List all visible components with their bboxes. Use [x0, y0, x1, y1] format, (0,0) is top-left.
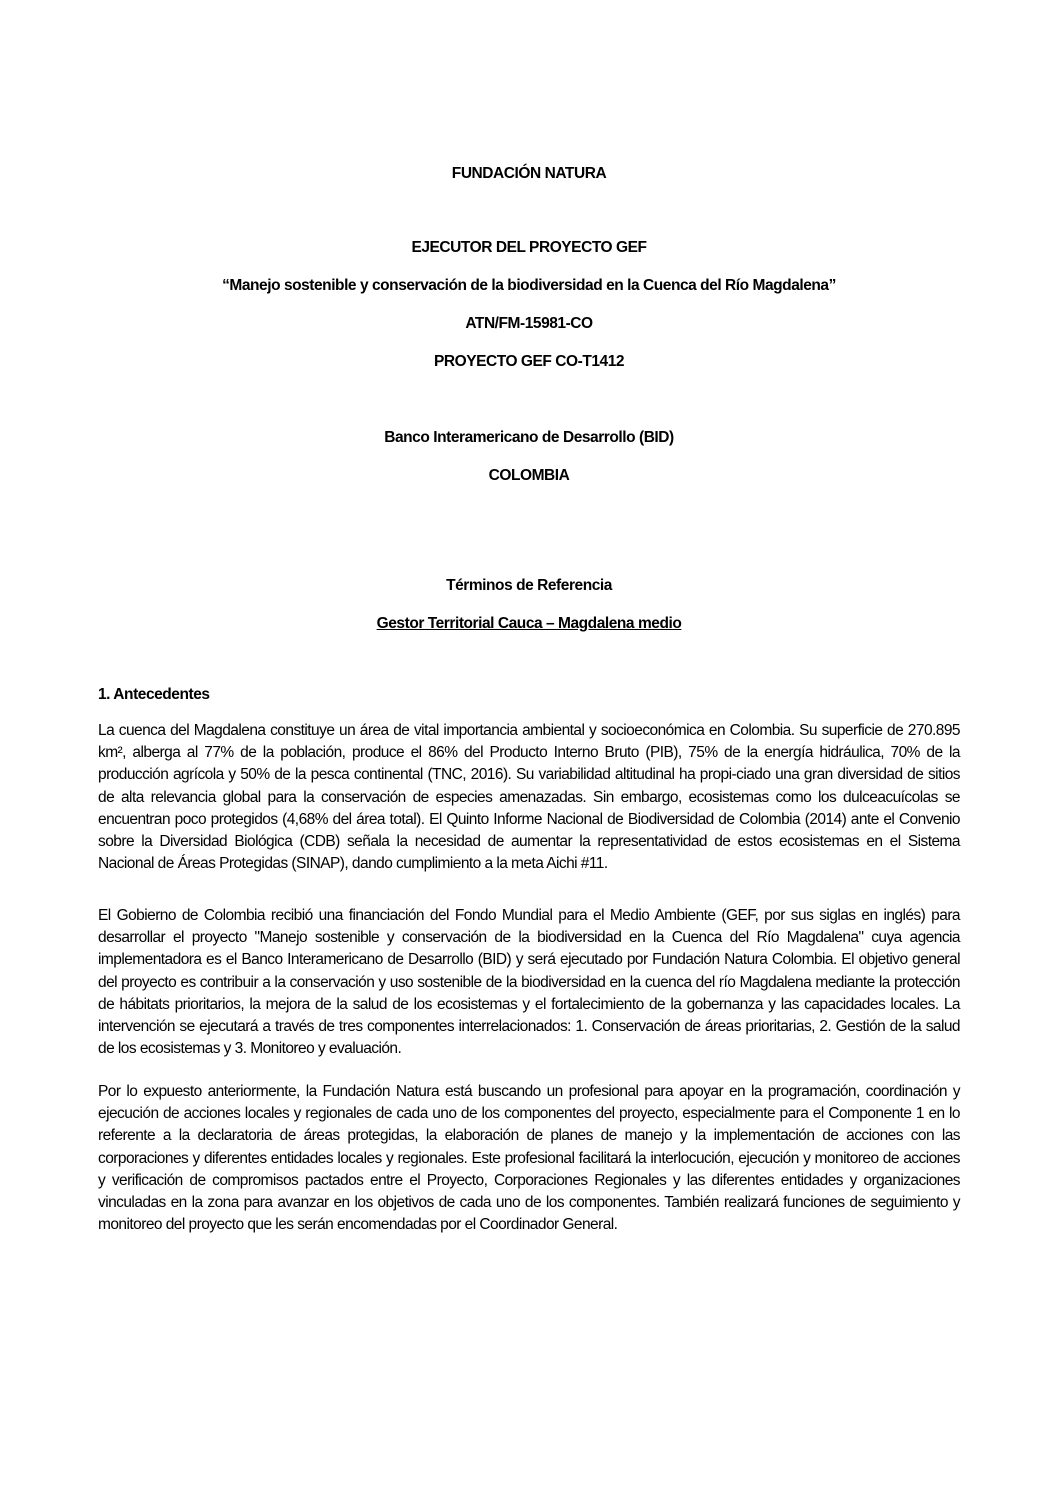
- executor-title: EJECUTOR DEL PROYECTO GEF: [411, 239, 647, 256]
- section-heading-antecedentes: 1. Antecedentes: [98, 686, 210, 703]
- terms-title: Términos de Referencia: [446, 577, 612, 594]
- paragraph-2: El Gobierno de Colombia recibió una financiación del Fondo Mundial para el Medio Ambiente (GEF, por sus siglas en inglés) para desarrollar el proyecto "Manejo sostenible y conservación de la biodiversidad en la Cuenca del Río Magdalena" cuya agencia implementadora es el Banco Interamericano de Desarrollo (BID) y será ejecutado por Fundación Natura Colombia. El objetivo general del proyecto es contribuir a la conservación y uso sostenible de la biodiversidad en la cuenca del río Magdalena mediante la protección de hábitats prioritarios, la mejora de la salud de los ecosistemas y el fortalecimiento de la gobernanza y las capacidades locales. La intervención se ejecutará a través de tres componentes interrelacionados: 1. Conservación de áreas prioritarias, 2. Gestión de la salud de los ecosistemas y 3. Monitoreo y evaluación.: [98, 907, 960, 1058]
- project-title: “Manejo sostenible y conservación de la biodiversidad en la Cuenca del Río Magdalena”: [222, 277, 836, 294]
- atn-code: ATN/FM-15981-CO: [465, 315, 593, 332]
- project-code: PROYECTO GEF CO-T1412: [433, 353, 625, 370]
- bank-name: Banco Interamericano de Desarrollo (BID): [384, 429, 674, 446]
- position-title: Gestor Territorial Cauca – Magdalena medio: [376, 615, 682, 632]
- paragraph-1: La cuenca del Magdalena constituye un área de vital importancia ambiental y socioeconómica en Colombia. Su superficie de 270.895 km², alberga al 77% de la población, produce el 86% del Producto Interno Bruto (PIB), 75% de la energía hidráulica, 70% de la producción agrícola y 50% de la pesca continental (TNC, 2016). Su variabilidad altitudinal ha propi-ciado una gran diversidad de sitios de alta relevancia global para la conservación de especies amenazadas. Sin embargo, ecosistemas como los dulceacuícolas se encuentran poco protegidos (4,68% del área total). El Quinto Informe Nacional de Biodiversidad de Colombia (2014) ante el Convenio sobre la Diversidad Biológica (CDB) señala la necesidad de aumentar la representatividad de estos ecosistemas en el Sistema Nacional de Áreas Protegidas (SINAP), dando cumplimiento a la meta Aichi #11.: [98, 722, 960, 873]
- organization-title: FUNDACIÓN NATURA: [451, 165, 607, 182]
- paragraph-3: Por lo expuesto anteriormente, la Fundación Natura está buscando un profesional para apoyar en la programación, coordinación y ejecución de acciones locales y regionales de cada uno de los componentes del proyecto, especialmente para el Componente 1 en lo referente a la declaratoria de áreas protegidas, la elaboración de planes de manejo y la implementación de acciones con las corporaciones y diferentes entidades locales y regionales. Este profesional facilitará la interlocución, ejecución y monitoreo de acciones y verificación de compromisos pactados entre el Proyecto, Corporaciones Regionales y las diferentes entidades y organizaciones vinculadas en la zona para avanzar en los objetivos de cada uno de los componentes. También realizará funciones de seguimiento y monitoreo del proyecto que les serán encomendadas por el Coordinador General.: [98, 1083, 960, 1234]
- country-name: COLOMBIA: [488, 467, 570, 484]
